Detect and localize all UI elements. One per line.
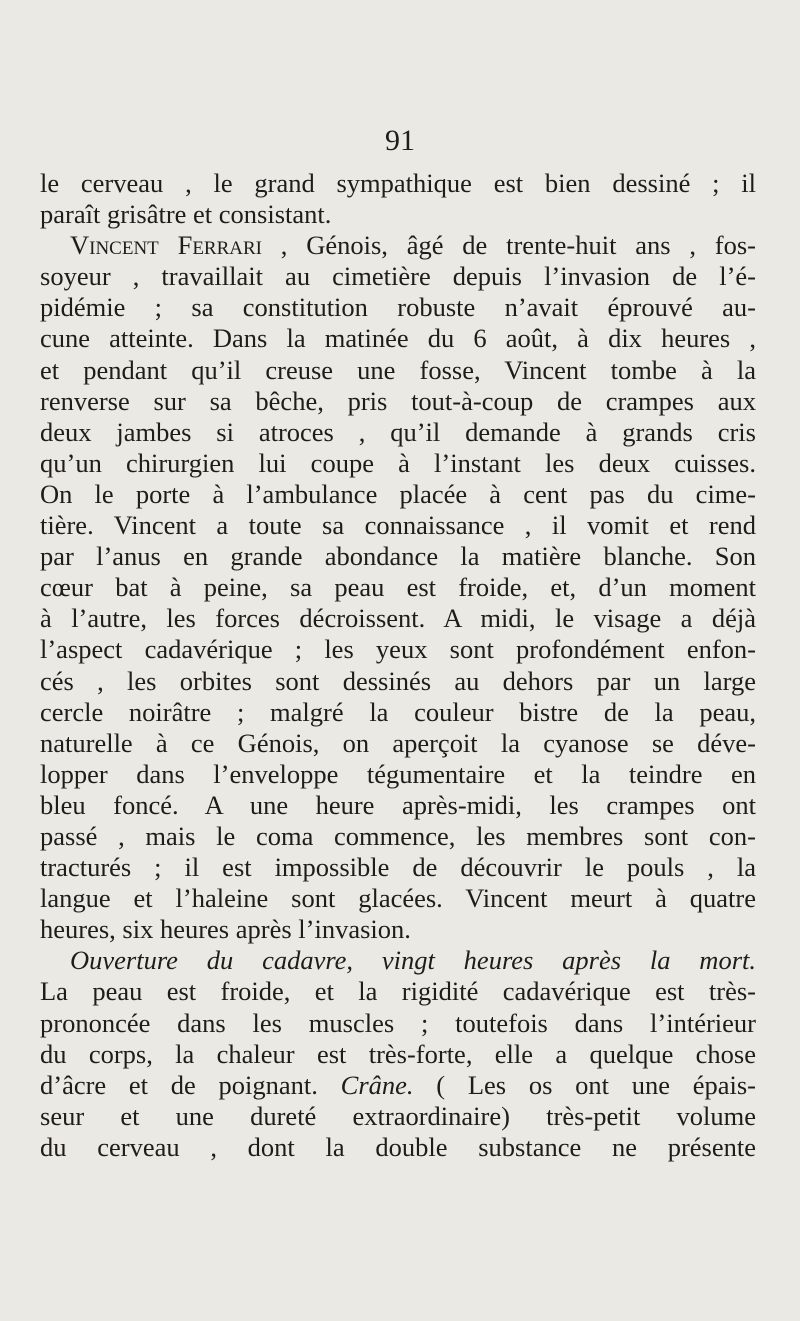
text-run: Crâne. <box>340 1069 414 1100</box>
text-run: cune atteinte. Dans la matinée du 6 août, à dix heures , <box>40 323 756 354</box>
text-line <box>40 323 756 354</box>
text-run: qu’un chirurgien lui coupe à l’instant les deux cuisses. <box>40 447 756 478</box>
text-line <box>40 292 756 323</box>
text-line <box>40 541 756 572</box>
text-line <box>40 634 756 665</box>
text-line <box>40 1070 756 1101</box>
text-line <box>40 417 756 448</box>
body-text <box>40 168 756 1163</box>
text-line <box>40 572 756 603</box>
text-line <box>40 728 756 759</box>
text-run: tracturés ; il est impossible de découvrir le pouls , la <box>40 852 756 883</box>
text-run: langue et l’haleine sont glacées. Vincent meurt à quatre <box>40 883 756 914</box>
text-line <box>40 510 756 541</box>
text-run: tière. Vincent a toute sa connaissance , il vomit et rend <box>40 510 756 541</box>
text-run: à l’autre, les forces décroissent. A midi, le visage a déjà <box>40 603 756 634</box>
text-line <box>40 448 756 479</box>
text-line <box>40 479 756 510</box>
text-line <box>40 355 756 386</box>
text-run: paraît grisâtre et consistant. <box>40 199 332 230</box>
text-line <box>40 199 756 230</box>
text-line <box>40 386 756 417</box>
text-line <box>40 945 756 976</box>
text-run: l’aspect cadavérique ; les yeux sont profondément enfon- <box>40 634 756 665</box>
text-line <box>40 1132 756 1163</box>
text-run: heures, six heures après l’invasion. <box>40 914 411 945</box>
text-run: lopper dans l’enveloppe tégumentaire et la teindre en <box>40 758 756 789</box>
text-line <box>40 790 756 821</box>
text-line <box>40 261 756 292</box>
text-run: d’âcre et de poignant. <box>40 1069 341 1100</box>
text-run: Ouverture du cadavre, vingt heures après la mort. <box>70 945 756 976</box>
text-run: seur et une dureté extraordinaire) très-petit volume <box>40 1100 756 1131</box>
text-run: cœur bat à peine, sa peau est froide, et, d’un moment <box>40 572 756 603</box>
text-line <box>40 852 756 883</box>
text-run: renverse sur sa bêche, pris tout-à-coup de crampes aux <box>40 385 756 416</box>
text-run: , Génois, âgé de trente-huit ans , fos- <box>262 230 756 261</box>
text-line <box>40 230 756 261</box>
text-run: passé , mais le coma commence, les membres sont con- <box>40 820 756 851</box>
text-run: pidémie ; sa constitution robuste n’avait éprouvé au- <box>40 292 756 323</box>
text-run: par l’anus en grande abondance la matière blanche. Son <box>40 541 756 572</box>
text-line <box>40 666 756 697</box>
text-line <box>40 759 756 790</box>
text-run: cés , les orbites sont dessinés au dehors par un large <box>40 665 756 696</box>
text-line <box>40 883 756 914</box>
text-run: La peau est froide, et la rigidité cadavérique est très- <box>40 976 756 1007</box>
text-line <box>40 821 756 852</box>
text-run: cercle noirâtre ; malgré la couleur bistre de la peau, <box>40 696 756 727</box>
text-run: naturelle à ce Génois, on aperçoit la cyanose se déve- <box>40 727 756 758</box>
text-run: ( Les os ont une épais- <box>413 1069 756 1100</box>
text-line <box>40 603 756 634</box>
text-run: du cerveau , dont la double substance ne présente <box>40 1131 756 1162</box>
text-line <box>40 168 756 199</box>
text-run: On le porte à l’ambulance placée à cent pas du cime- <box>40 478 756 509</box>
text-run: soyeur , travaillait au cimetière depuis l’invasion de l’é- <box>40 261 756 292</box>
text-run: deux jambes si atroces , qu’il demande à grands cris <box>40 416 756 447</box>
text-line <box>40 1039 756 1070</box>
page-number: 91 <box>385 124 415 157</box>
text-run: du corps, la chaleur est très-forte, elle a quelque chose <box>40 1038 756 1069</box>
text-line <box>40 1101 756 1132</box>
text-line <box>40 1008 756 1039</box>
text-line <box>40 697 756 728</box>
text-run: le cerveau , le grand sympathique est bien dessiné ; il <box>40 168 756 198</box>
text-run: prononcée dans les muscles ; toutefois dans l’intérieur <box>40 1007 756 1038</box>
text-run: bleu foncé. A une heure après-midi, les crampes ont <box>40 789 756 820</box>
text-line <box>40 914 756 945</box>
text-run: Vincent Ferrari <box>70 230 262 261</box>
text-run: et pendant qu’il creuse une fosse, Vincent tombe à la <box>40 354 756 385</box>
text-line <box>40 976 756 1007</box>
